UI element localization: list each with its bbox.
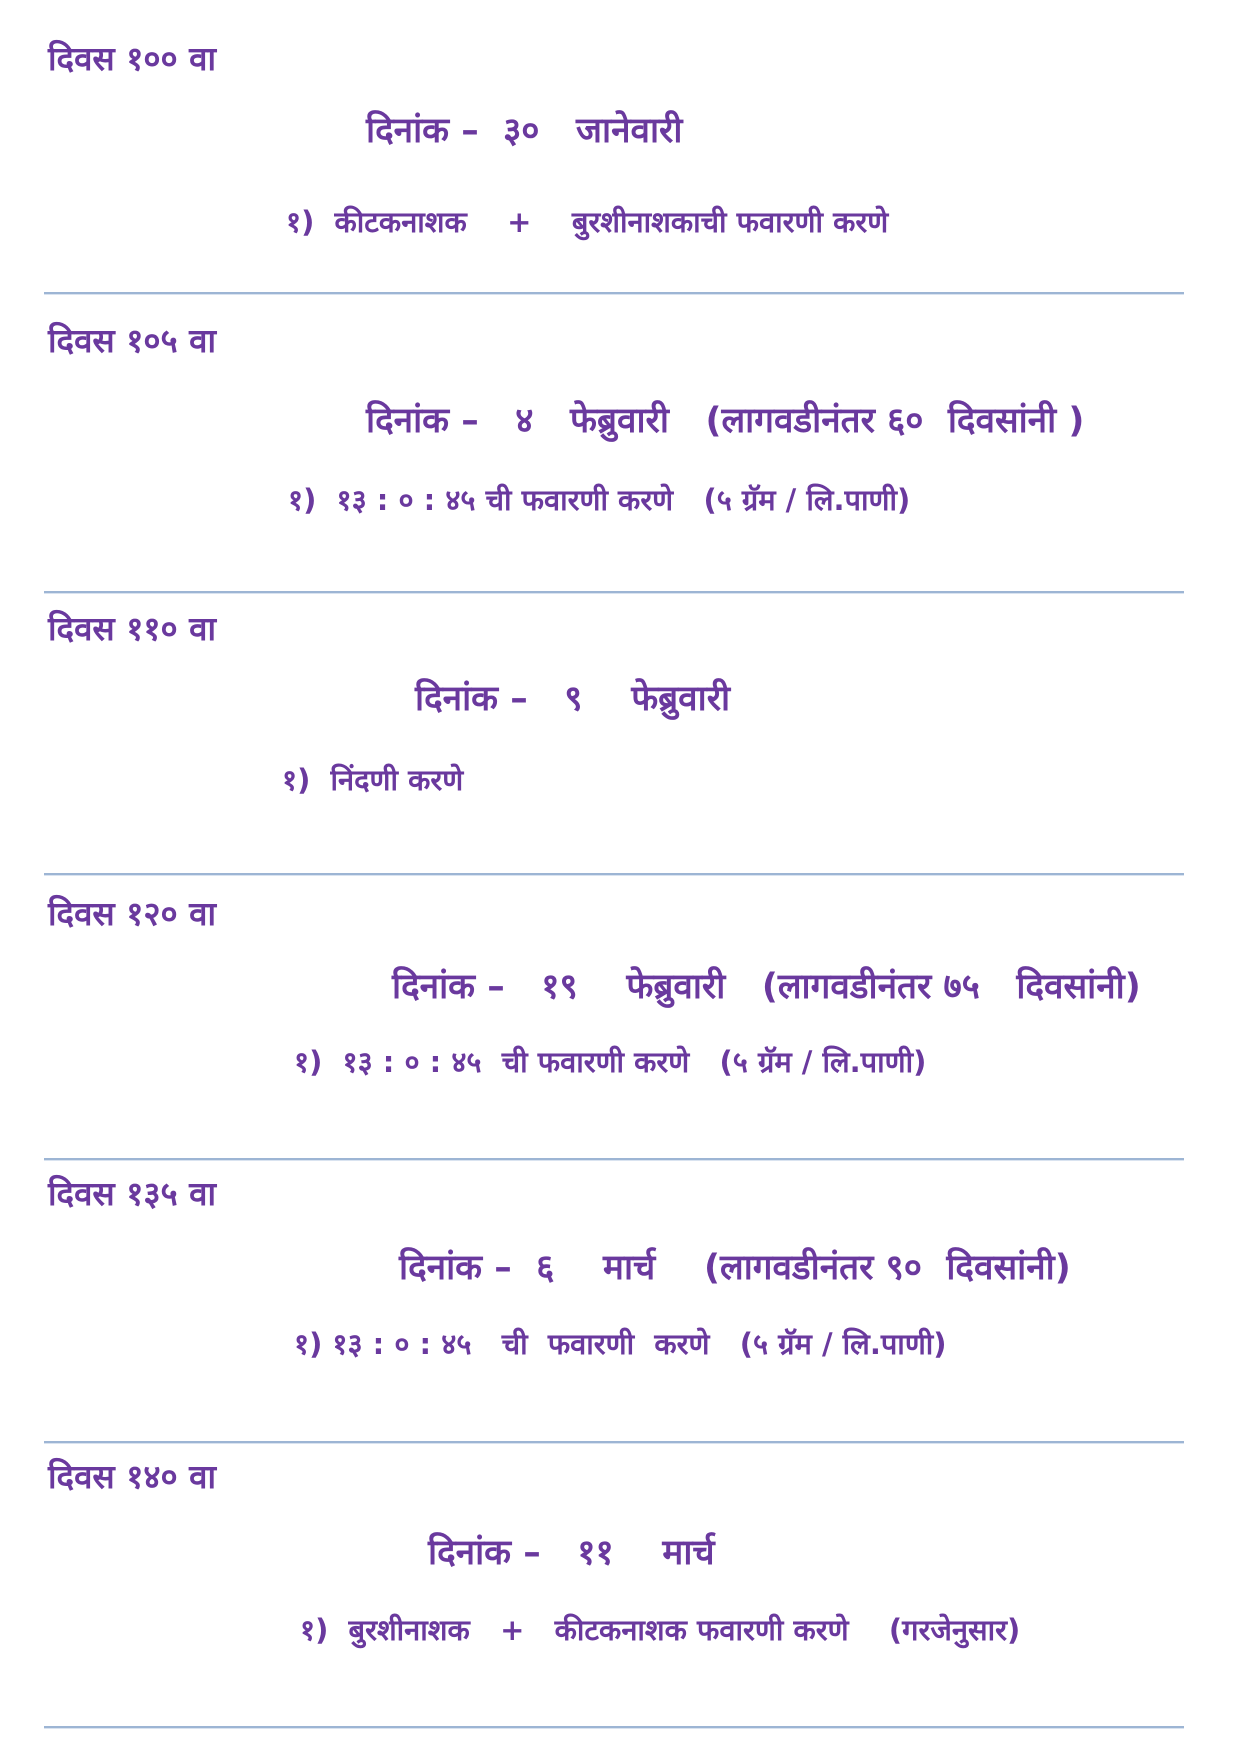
task-item: १) कीटकनाशक + बुरशीनाशकाची फवारणी करणे — [286, 205, 889, 239]
day-heading: दिवस १०५ वा — [48, 321, 217, 360]
section-divider — [44, 873, 1184, 876]
task-item: १) बुरशीनाशक + कीटकनाशक फवारणी करणे (गरजेनुसार) — [300, 1613, 1021, 1647]
section-divider — [44, 292, 1184, 295]
day-heading: दिवस १४० वा — [48, 1457, 217, 1496]
date-line: दिनांक – ९ फेब्रुवारी — [415, 679, 731, 719]
day-heading: दिवस ११० वा — [48, 609, 217, 648]
date-line: दिनांक – ४ फेब्रुवारी (लागवडीनंतर ६० दिवसांनी ) — [366, 401, 1085, 441]
section-divider — [44, 1158, 1184, 1161]
date-line: दिनांक – ३० जानेवारी — [366, 111, 683, 151]
day-heading: दिवस १०० वा — [48, 39, 217, 78]
day-heading: दिवस १२० वा — [48, 894, 217, 933]
date-line: दिनांक – ६ मार्च (लागवडीनंतर ९० दिवसांनी) — [399, 1248, 1071, 1288]
task-item: १) १३ : ० : ४५ ची फवारणी करणे (५ ग्रॅम / लि.पाणी) — [288, 483, 911, 517]
task-item: १) निंदणी करणे — [282, 763, 464, 797]
task-item: १) १३ : ० : ४५ ची फवारणी करणे (५ ग्रॅम / लि.पाणी) — [294, 1045, 927, 1079]
section-divider — [44, 1441, 1184, 1444]
date-line: दिनांक – ११ मार्च — [428, 1533, 715, 1573]
day-heading: दिवस १३५ वा — [48, 1174, 217, 1213]
section-divider — [44, 1726, 1184, 1729]
date-line: दिनांक – १९ फेब्रुवारी (लागवडीनंतर ७५ दिवसांनी) — [392, 967, 1141, 1007]
section-divider — [44, 591, 1184, 594]
task-item: १) १३ : ० : ४५ ची फवारणी करणे (५ ग्रॅम / लि.पाणी) — [294, 1327, 947, 1361]
